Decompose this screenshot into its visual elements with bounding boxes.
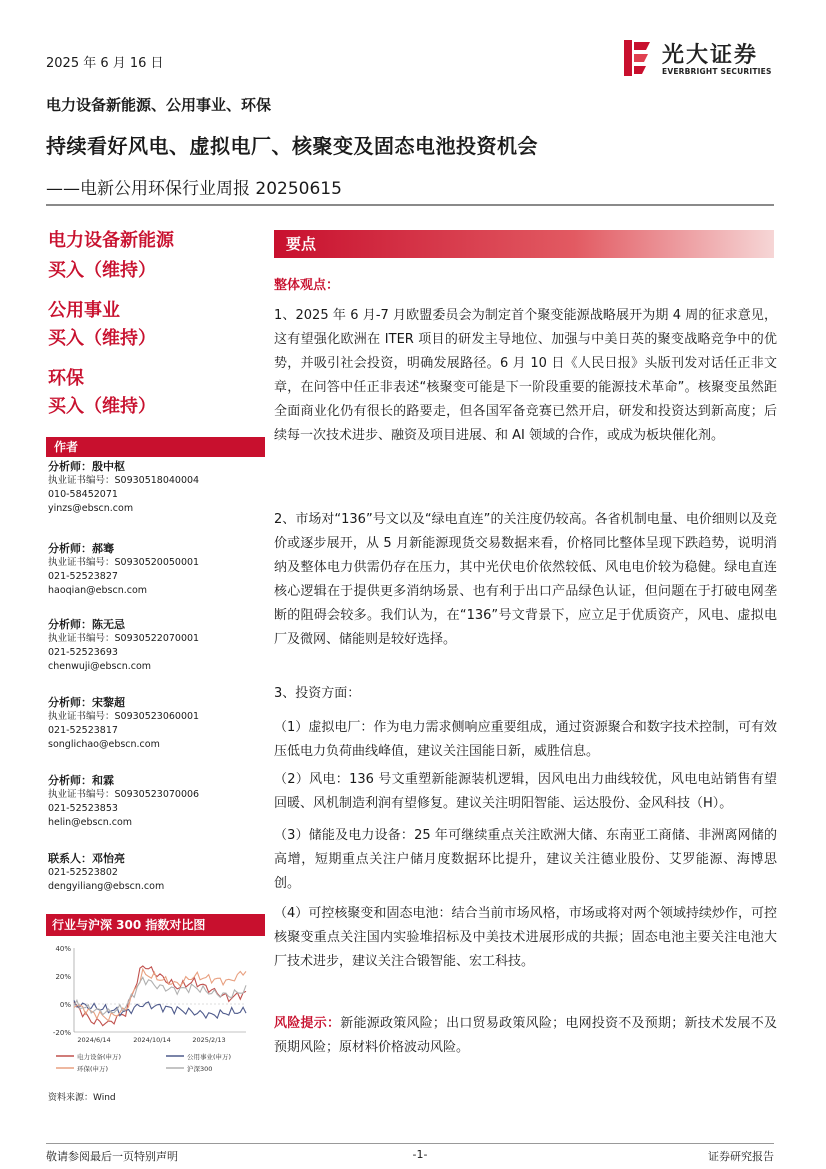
analyst-cert: 执业证书编号：S0930520050001 [48,557,200,568]
analyst-email[interactable]: songlichao@ebscn.com [48,739,160,750]
paragraph-3: 3、投资方面： [274,686,361,701]
keypoints-heading: 要点 [274,230,774,258]
analyst-phone: 010-58452071 [48,489,118,500]
y-tick-label: -20% [52,1029,71,1037]
chart-svg [46,940,265,1090]
analyst-cert: 执业证书编号：S0930523060001 [48,711,200,722]
legend-label: 公用事业(申万) [187,1053,232,1061]
analyst-email[interactable]: helin@ebscn.com [48,817,133,828]
paragraph-fusion: （4）可控核聚变和固态电池：结合当前市场风格，市场或将对两个领域持续炒作，可控核聚变重点关注国内实验堆招标及中美技术进展形成的共振；固态电池主要关注电池大厂技术进步，建议关注合锻智能、宏工科技。 [274,906,777,969]
analyst-name: 分析师：殷中枢 [48,460,125,473]
analyst-block [48,774,268,830]
paragraph-virtual-plant: （1）虚拟电厂：作为电力需求侧响应重要组成，通过资源聚合和数字技术控制，可有效压低电力负荷曲线峰值，建议关注国能日新，威胜信息。 [274,720,777,759]
analyst-block [48,696,268,752]
paragraph-storage: （3）储能及电力设备：25 年可继续重点关注欧洲大储、东南亚工商储、非洲离网储的高增，短期重点关注户储月度数据环比提升，建议关注德业股份、艾罗能源、海博思创。 [274,828,777,891]
analyst-phone: 021-52523827 [48,571,118,582]
analyst-cert: 执业证书编号：S0930522070001 [48,633,200,644]
analyst-email[interactable]: haoqian@ebscn.com [48,585,148,596]
analyst-email[interactable]: yinzs@ebscn.com [48,503,134,514]
y-tick-label: 40% [55,945,71,953]
paragraph-2: 2、市场对“136”号文以及“绿电直连”的关注度仍较高。各省机制电量、电价细则以及竞价或逐步展开，从 5 月新能源现货交易数据来看，价格同比整体呈现下跌趋势，说明消纳及整体电力供需仍存在压力，其中光伏电价依然较低、风电电价较为稳健。绿电直连核心逻辑在于提供更多消纳场景、也有利于出口产品绿色认证，但问题在于打破电网垄断的阻碍会较多。我们认为，在“136”号文背景下，应立足于优质资产，风电、虚拟电厂及微网、储能则是较好选择。 [274,512,777,647]
risk-label: 风险提示： [274,1016,341,1031]
analyst-block [48,460,268,516]
page-number: -1- [412,1148,428,1161]
analyst-phone: 021-52523853 [48,803,118,814]
analyst-cert: 执业证书编号：S0930518040004 [48,475,200,486]
legend-label: 电力设备(申万) [77,1053,122,1061]
rating-sector-name: 环保 [48,368,84,389]
rating-value: 买入（维持） [48,328,156,349]
logo-text-cn: 光大证券 [662,43,759,68]
rating-value: 买入（维持） [48,260,156,281]
risk-text: 新能源政策风险；出口贸易政策风险；电网投资不及预期；新技术发展不及预期风险；原材料价格波动风险。 [274,1016,777,1055]
x-tick-label: 2024/6/14 [77,1036,111,1044]
analyst-cert: 执业证书编号：S0930523070006 [48,789,200,800]
paragraph-1: 1、2025 年 6 月-7 月欧盟委员会为制定首个聚变能源战略展开为期 4 周的征求意见，这有望强化欧洲在 ITER 项目的研发主导地位、加强与中美日英的聚变战略竞争中的优势，并吸引社会投资，明确发展路径。6 月 10 日《人民日报》头版刊发对话任正非文章，在问答中任正非表述“核聚变可能是下一阶段重要的能源技术革命”。核聚变虽然距全面商业化仍有很长的路要走，但各国军备竞赛已然开启，研发和投资达到新高度；后续每一次技术进步、融资及项目进展、和 AI 领域的合作，或成为板块催化剂。 [274,308,777,443]
rating-sector-name: 公用事业 [48,300,120,321]
contact-name: 联系人：邓怡亮 [48,852,125,865]
analyst-phone: 021-52523817 [48,725,118,736]
analyst-email[interactable]: chenwuji@ebscn.com [48,661,152,672]
legend-label: 环保(申万) [77,1065,109,1073]
rating-value: 买入（维持） [48,396,156,417]
sector-line: 电力设备新能源、公用事业、环保 [46,96,272,114]
footer-report-type: 证券研究报告 [708,1150,774,1163]
y-tick-label: 20% [55,973,71,981]
analyst-name: 分析师：郝骞 [48,542,114,555]
authors-heading: 作者 [46,437,265,457]
x-tick-label: 2024/10/14 [133,1036,171,1044]
analyst-block [48,542,268,598]
everbright-logo-icon [620,38,656,78]
index-comparison-chart [46,940,265,1100]
paragraph-wind: （2）风电：136 号文重塑新能源装机逻辑，因风电出力曲线较优，风电电站销售有望回暖、风机制造利润有望修复。建议关注明阳智能、运达股份、金风科技（H）。 [274,772,777,811]
report-subtitle: ——电新公用环保行业周报 20250615 [46,179,342,199]
contact-block [48,852,268,894]
chart-source: 资料来源：Wind [48,1093,116,1103]
analyst-name: 分析师：宋黎超 [48,696,125,709]
contact-email[interactable]: dengyiliang@ebscn.com [48,881,165,892]
series-line [74,969,246,1021]
x-tick-label: 2025/2/13 [192,1036,226,1044]
logo-text-en: EVERBRIGHT SECURITIES [662,67,772,76]
analyst-block [48,618,268,674]
legend-label: 沪深300 [187,1065,213,1073]
overview-label: 整体观点： [274,278,340,293]
chart-heading: 行业与沪深 300 指数对比图 [46,914,265,936]
analyst-name: 分析师：和霖 [48,774,114,787]
analyst-phone: 021-52523693 [48,647,118,658]
risk-paragraph [274,1012,777,1060]
contact-phone: 021-52523802 [48,867,118,878]
series-line [74,966,246,1026]
footer-divider [46,1143,774,1144]
analyst-name: 分析师：陈无忌 [48,618,125,631]
header-divider [46,204,774,206]
footer-disclaimer[interactable]: 敬请参阅最后一页特别声明 [46,1150,178,1163]
report-title: 持续看好风电、虚拟电厂、核聚变及固态电池投资机会 [46,134,538,158]
report-date: 2025 年 6 月 16 日 [46,56,164,71]
logo [620,38,780,80]
rating-sector-name: 电力设备新能源 [48,230,174,251]
y-tick-label: 0% [59,1001,71,1009]
